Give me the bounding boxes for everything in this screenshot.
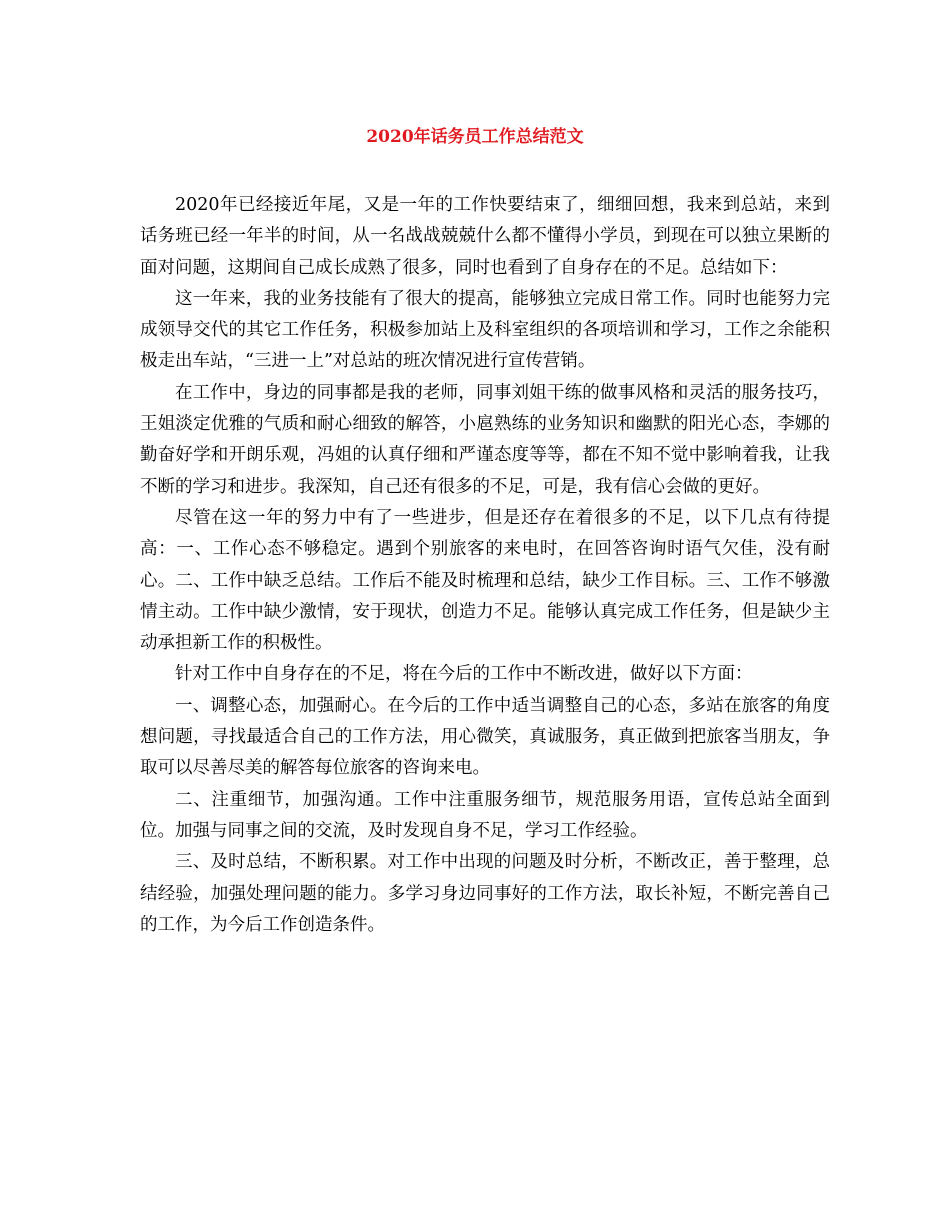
- paragraph-colleagues: 在工作中，身边的同事都是我的老师，同事刘姐干练的做事风格和灵活的服务技巧，王姐淡定优雅的气质和耐心细致的解答，小扈熟练的业务知识和幽默的阳光心态，李娜的勤奋好学和开朗乐观，冯姐的认真仔细和严谨态度等等，都在不知不觉中影响着我，让我不断的学习和进步。我深知，自己还有很多的不足，可是，我有信心会做的更好。: [140, 382, 830, 497]
- paragraph-improvement-intro: 针对工作中自身存在的不足，将在今后的工作中不断改进，做好以下方面：: [175, 664, 753, 685]
- paragraph-improvement-2: 二、注重细节，加强沟通。工作中注重服务细节，规范服务用语，宣传总站全面到位。加强与同事之间的交流，及时发现自身不足，学习工作经验。: [140, 789, 830, 841]
- paragraph-skills: 这一年来，我的业务技能有了很大的提高，能够独立完成日常工作。同时也能努力完成领导交代的其它工作任务，积极参加站上及科室组织的各项培训和学习，工作之余能积极走出车站，“三进一上”对总站的班次情况进行宣传营销。: [140, 288, 830, 372]
- paragraph-improvement-3: 三、及时总结，不断积累。对工作中出现的问题及时分析，不断改正，善于整理，总结经验，加强处理问题的能力。多学习身边同事好的工作方法，取长补短，不断完善自己的工作，为今后工作创造条件。: [140, 852, 830, 935]
- paragraph-shortcomings: 尽管在这一年的努力中有了一些进步，但是还存在着很多的不足，以下几点有待提高：一、工作心态不够稳定。遇到个别旅客的来电时，在回答咨询时语气欠佳，没有耐心。二、工作中缺乏总结。工作后不能及时梳理和总结，缺少工作目标。三、工作不够激情主动。工作中缺少激情，安于现状，创造力不足。能够认真完成工作任务，但是缺少主动承担新工作的积极性。: [140, 507, 830, 654]
- paragraph-improvement-1: 一、调整心态，加强耐心。在今后的工作中适当调整自己的心态，多站在旅客的角度想问题，寻找最适合自己的工作方法，用心微笑，真诚服务，真正做到把旅客当朋友，争取可以尽善尽美的解答每位旅客的咨询来电。: [140, 695, 830, 779]
- document-body: [140, 190, 830, 941]
- paragraph-intro: 2020年已经接近年尾，又是一年的工作快要结束了，细细回想，我来到总站，来到话务班已经一年半的时间，从一名战战兢兢什么都不懂得小学员，到现在可以独立果断的面对问题，这期间自己成长成熟了很多，同时也看到了自身存在的不足。总结如下：: [140, 195, 830, 278]
- document-title: 2020年话务员工作总结范文: [366, 127, 584, 147]
